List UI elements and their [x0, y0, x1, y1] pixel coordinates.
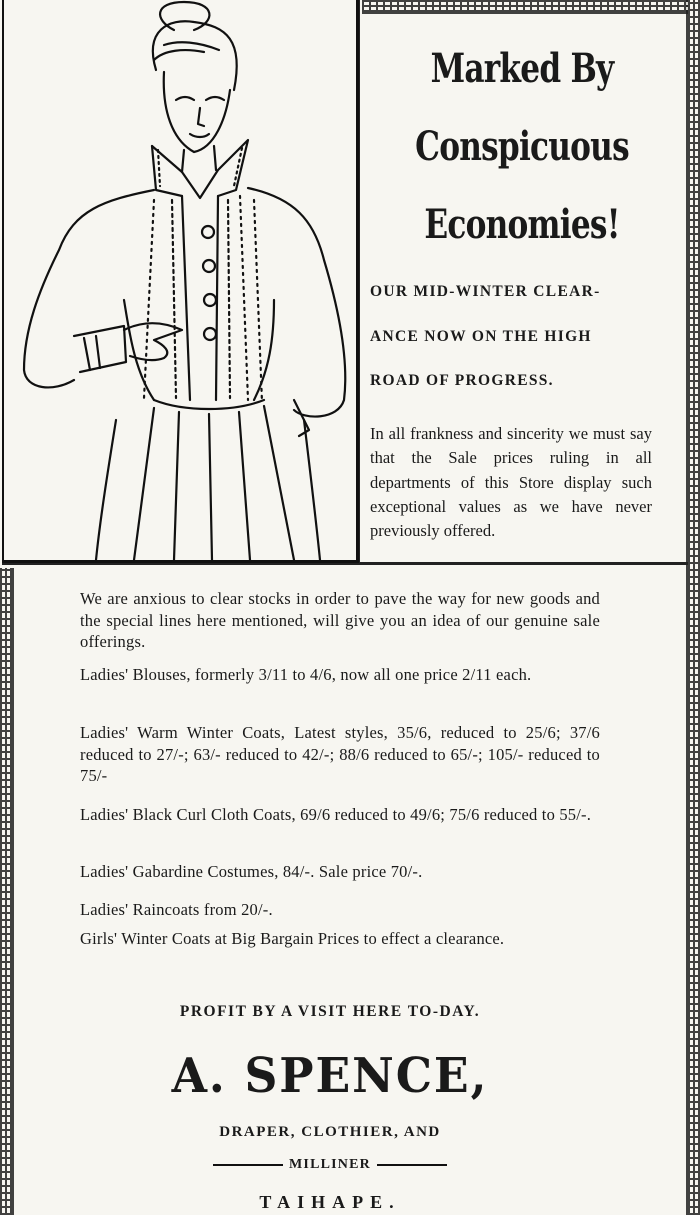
- headline-line-3: Economies!: [424, 201, 620, 248]
- left-ornamental-border: [0, 568, 14, 1215]
- call-to-action: PROFIT BY A VISIT HERE TO-DAY.: [179, 1003, 481, 1020]
- town-name: TAIHAPE.: [259, 1192, 401, 1212]
- firm-name: A. SPENCE,: [171, 1048, 489, 1104]
- right-ornamental-border: [686, 0, 700, 1215]
- offer-item: Ladies' Gabardine Costumes, 84/-. Sale price 70/-.: [80, 862, 423, 881]
- woman-drawing: [24, 2, 345, 560]
- offer-item: Ladies' Black Curl Cloth Coats, 69/6 reduced to 49/6; 75/6 reduced to 55/-.: [80, 805, 592, 824]
- intro-caps-line-1: OUR MID-WINTER CLEAR-: [370, 283, 601, 300]
- intro-caps-line-3: ROAD OF PROGRESS.: [370, 372, 554, 389]
- headline-line-2: Conspicuous: [415, 123, 629, 170]
- headline: [405, 30, 639, 264]
- trade-line-2-text: MILLINER: [289, 1157, 371, 1172]
- headline-line-1: Marked By: [430, 45, 614, 92]
- rule-left: [213, 1164, 283, 1166]
- intro-caps-line-2: ANCE NOW ON THE HIGH: [370, 328, 592, 345]
- intro-paragraph: In all frankness and sincerity we must say that the Sale prices ruling in all departments of this Store display such exceptional values as we have never previously offered.: [370, 424, 652, 541]
- opening-paragraph: We are anxious to clear stocks in order to pave the way for new goods and the special lines here mentioned, will give you an idea of our genuine sale offerings.: [80, 589, 600, 651]
- trade-line-2: [30, 1157, 630, 1173]
- offer-item: Ladies' Raincoats from 20/-.: [80, 900, 273, 919]
- offer-item: Girls' Winter Coats at Big Bargain Prices to effect a clearance.: [80, 929, 505, 948]
- trade-line-1: DRAPER, CLOTHIER, AND: [219, 1124, 441, 1140]
- offer-item: Ladies' Blouses, formerly 3/11 to 4/6, now all one price 2/11 each.: [80, 665, 532, 684]
- rule-right: [377, 1164, 447, 1166]
- fashion-illustration: [2, 0, 359, 563]
- top-ornamental-border: [362, 0, 688, 14]
- offer-item: Ladies' Warm Winter Coats, Latest styles, 35/6, reduced to 25/6; 37/6 reduced to 27/-; 63/- reduced to 42/-; 88/6 reduced to 65/-; 105/- reduced to 75/-: [80, 723, 600, 785]
